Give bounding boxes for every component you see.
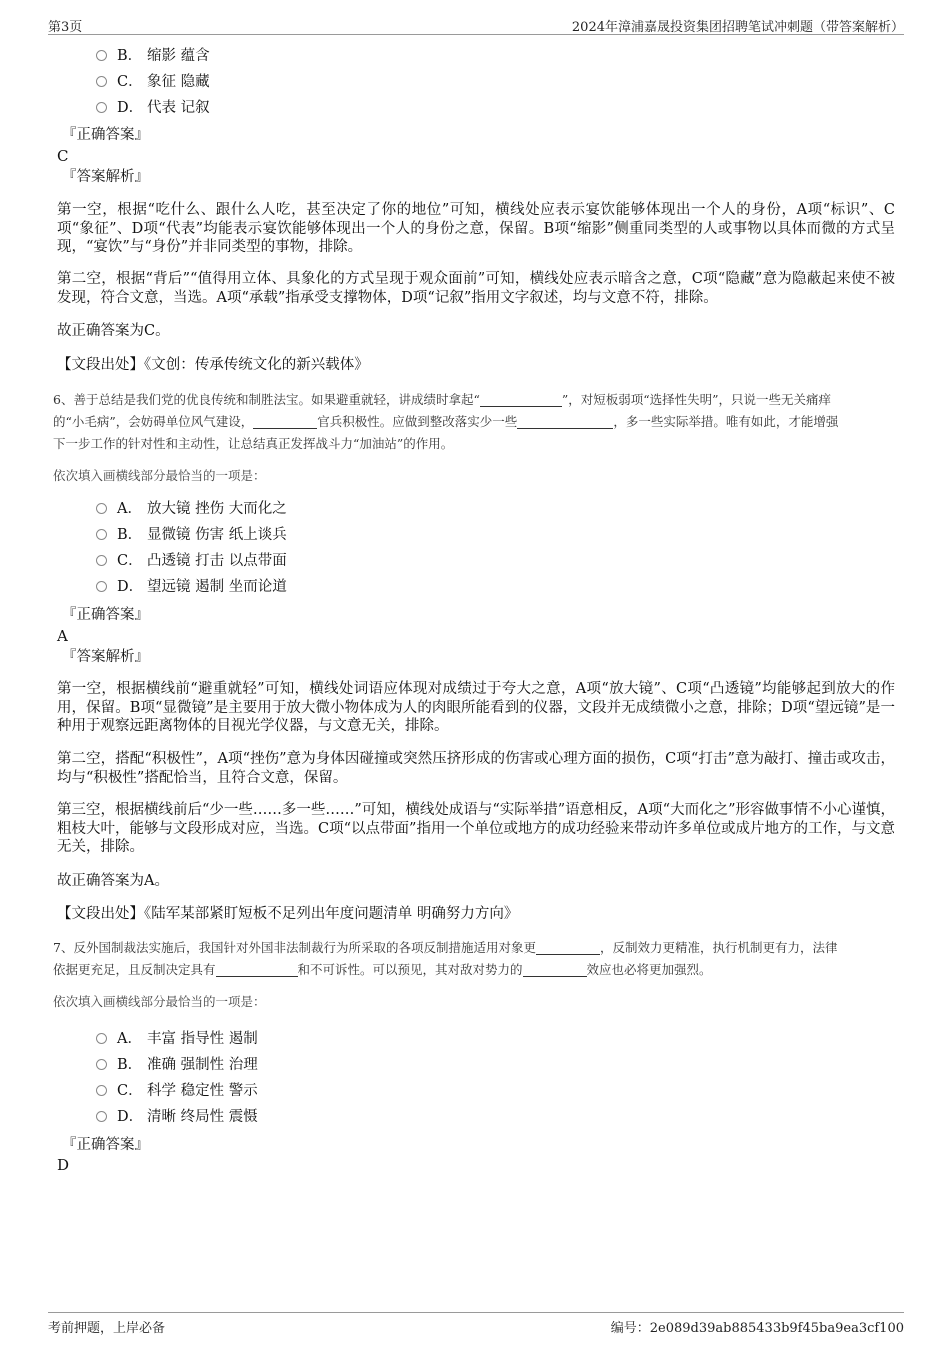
radio-icon[interactable] <box>96 1033 107 1044</box>
radio-icon[interactable] <box>96 50 107 61</box>
q6-conclusion: 故正确答案为A。 <box>57 873 169 889</box>
radio-icon[interactable] <box>96 529 107 540</box>
q5-source: 【文段出处】《文创：传承传统文化的新兴载体》 <box>57 357 369 373</box>
q6-source: 【文段出处】《陆军某部紧盯短板不足列出年度问题清单 明确努力方向》 <box>57 906 519 922</box>
q7-answer-label: 『正确答案』 <box>62 1137 149 1153</box>
blank-1[interactable] <box>480 392 562 407</box>
q6-instruction: 依次填入画横线部分最恰当的一项是： <box>53 468 266 483</box>
blank-3[interactable] <box>517 414 613 429</box>
q5-option-b[interactable]: B． 缩影 蕴含 <box>96 45 210 67</box>
q7-option-a[interactable]: A． 丰富 指导性 遏制 <box>96 1028 258 1050</box>
q6-analysis-paragraph: 第一空，根据横线前“避重就轻”可知，横线处词语应体现对成绩过于夸大之意，A项“放大镜”、C项“凸透镜”均能够起到放大的作用，保留。B项“显微镜”是主要用于放大微小物体成为人的肉眼所能看到的仪器，文段并无成绩微小之意，排除；D项“望远镜”是一种用于观察远距离物体的目视光学仪器，与文意无关，排除。 <box>57 681 895 734</box>
q5-analysis-label: 『答案解析』 <box>62 169 149 185</box>
q6-stem: 6、善于总结是我们党的优良传统和制胜法宝。如果避重就轻，讲成绩时拿起“ ”，对短板弱项“选择性失明”，只说一些无关痛痒 的“小毛病”，会妨碍单位风气建设， 官兵积极性。应做到整改落实少一些 ，多一些实际举措。唯有如此，才能增强 下一步工作的针对性和主动性，让总结真正发挥战斗力“加油站”的作用。 <box>53 392 839 451</box>
footer-slogan: 考前押题，上岸必备 <box>48 1321 166 1336</box>
q5-analysis-paragraph: 第二空，根据“背后”“值得用立体、具象化的方式呈现于观众面前”可知，横线处应表示暗含之意，C项“隐藏”意为隐蔽起来使不被发现，符合文意，当选。A项“承载”指承受支撑物体，D项“记叙”指用文字叙述，均与文意不符，排除。 <box>57 271 895 306</box>
blank-3[interactable] <box>523 962 587 977</box>
q5-option-d[interactable]: D． 代表 记叙 <box>96 97 210 119</box>
q5-answer: C <box>57 147 69 165</box>
q5-conclusion: 故正确答案为C。 <box>57 323 170 339</box>
q6-option-d[interactable]: D． 望远镜 遏制 坐而论道 <box>96 576 287 598</box>
blank-1[interactable] <box>536 940 600 955</box>
q6-analysis-paragraph: 第二空，搭配“积极性”，A项“挫伤”意为身体因碰撞或突然压挤形成的伤害或心理方面的损伤，C项“打击”意为敲打、撞击或攻击，均与“积极性”搭配恰当，且符合文意，保留。 <box>57 751 895 786</box>
q5-answer-label: 『正确答案』 <box>62 127 149 143</box>
document-title: 2024年漳浦嘉晟投资集团招聘笔试冲刺题（带答案解析） <box>571 20 904 35</box>
q5-analysis-paragraph: 第一空，根据“吃什么、跟什么人吃，甚至决定了你的地位”可知，横线处应表示宴饮能够体现出一个人的身份，A项“标识”、C项“象征”、D项“代表”均能表示宴饮能够体现出一个人的身份之意，保留。B项“缩影”侧重同类型的人或事物以具体而微的方式呈现，“宴饮”与“身份”并非同类型的事物，排除。 <box>57 202 895 255</box>
blank-2[interactable] <box>216 962 298 977</box>
radio-icon[interactable] <box>96 1111 107 1122</box>
radio-icon[interactable] <box>96 1059 107 1070</box>
page-header <box>48 14 904 35</box>
radio-icon[interactable] <box>96 503 107 514</box>
q6-analysis-label: 『答案解析』 <box>62 649 149 665</box>
q7-stem: 7、反外国制裁法实施后，我国针对外国非法制裁行为所采取的各项反制措施适用对象更 ，反制效力更精准，执行机制更有力，法律 依据更充足，且反制决定具有 和不可诉性。可以预见，其对敌对势力的 效应也必将更加强烈。 <box>53 940 838 977</box>
q6-option-a[interactable]: A． 放大镜 挫伤 大而化之 <box>96 498 287 520</box>
page-footer <box>48 1312 904 1335</box>
q6-answer: A <box>57 627 68 645</box>
q7-option-b[interactable]: B． 准确 强制性 治理 <box>96 1054 258 1076</box>
q7-option-d[interactable]: D． 清晰 终局性 震慑 <box>96 1106 258 1128</box>
q7-instruction: 依次填入画横线部分最恰当的一项是： <box>53 994 266 1009</box>
radio-icon[interactable] <box>96 102 107 113</box>
radio-icon[interactable] <box>96 1085 107 1096</box>
radio-icon[interactable] <box>96 581 107 592</box>
q6-option-c[interactable]: C． 凸透镜 打击 以点带面 <box>96 550 287 572</box>
document-id: 编号：2e089d39ab885433b9f45ba9ea3cf100 <box>610 1321 904 1336</box>
blank-2[interactable] <box>253 414 317 429</box>
page-number: 第3页 <box>48 20 83 35</box>
q6-answer-label: 『正确答案』 <box>62 607 149 623</box>
radio-icon[interactable] <box>96 76 107 87</box>
q7-option-c[interactable]: C． 科学 稳定性 警示 <box>96 1080 258 1102</box>
q6-analysis-paragraph: 第三空，根据横线前后“少一些……多一些……”可知，横线处成语与“实际举措”语意相反，A项“大而化之”形容做事情不小心谨慎，粗枝大叶，能够与文段形成对应，当选。C项“以点带面”指用一个单位或地方的成功经验来带动许多单位或成片地方的工作，与文意无关，排除。 <box>57 802 895 855</box>
q7-answer: D <box>57 1156 70 1174</box>
radio-icon[interactable] <box>96 555 107 566</box>
q5-option-c[interactable]: C． 象征 隐藏 <box>96 71 210 93</box>
q6-option-b[interactable]: B． 显微镜 伤害 纸上谈兵 <box>96 524 287 546</box>
